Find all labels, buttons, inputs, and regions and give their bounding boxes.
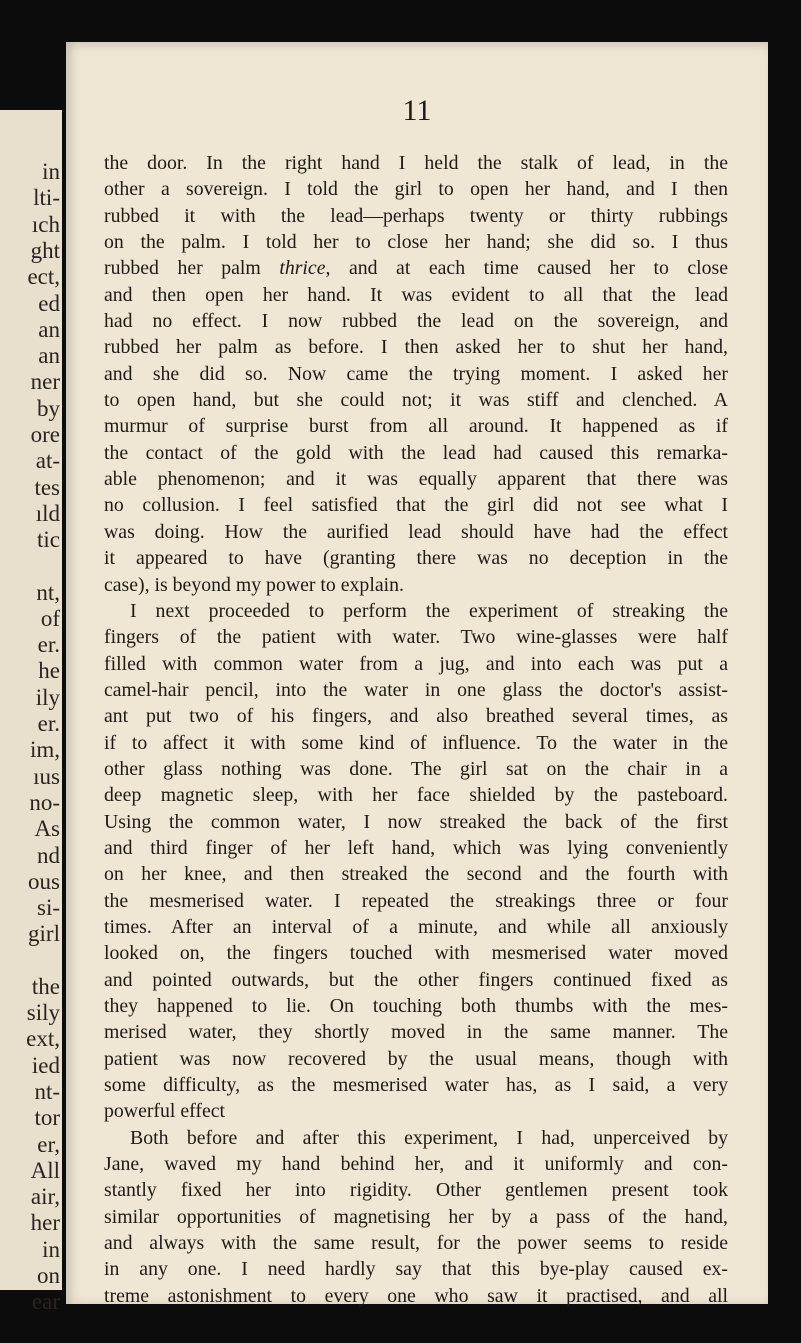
facing-page-fragment: tic: [37, 527, 60, 553]
book-page: [66, 42, 768, 1307]
facing-page-fragment: an: [38, 316, 60, 342]
facing-page-fragment: lti-: [33, 185, 60, 211]
text-line: merised water, they shortly moved in the same manner. The: [104, 1021, 728, 1044]
text-line: and then open her hand. It was evident to all that the lead: [104, 283, 728, 306]
text-line: stantly fixed her into rigidity. Other gentlemen present took: [104, 1179, 728, 1202]
text-line: the door. In the right hand I held the stalk of lead, in the: [104, 152, 728, 174]
text-line: similar opportunities of magnetising her by a pass of the hand,: [104, 1205, 728, 1228]
text-line: and always with the same result, for the power seems to reside: [104, 1232, 728, 1255]
facing-page-fragment: er.: [37, 632, 60, 658]
facing-page-fragment: ght: [30, 237, 60, 263]
facing-page-fragment: ıld: [35, 500, 60, 526]
text-line: the contact of the gold with the lead had caused this remarka-: [104, 441, 728, 464]
text-line: deep magnetic sleep, with her face shielded by the pasteboard.: [104, 784, 728, 807]
text-line: case), is beyond my power to explain.: [104, 573, 404, 596]
facing-page-fragment: nt-: [34, 1078, 60, 1104]
text-line: on her knee, and then streaked the second and the fourth with: [104, 863, 728, 886]
text-line: camel-hair pencil, into the water in one glass the doctor's assist-: [104, 678, 728, 701]
facing-page-fragment: ect,: [27, 264, 60, 290]
facing-page-fragment: air,: [30, 1184, 60, 1210]
facing-page-fragment: no-: [29, 789, 60, 815]
text-line: treme astonishment to every one who saw it practised, and all: [104, 1284, 728, 1307]
facing-page-edge: [0, 110, 62, 1315]
facing-page-fragment: ear: [31, 1289, 60, 1315]
facing-page-fragment: by: [37, 395, 60, 421]
page-number: 11: [402, 94, 432, 127]
facing-page-fragment: ous: [28, 868, 60, 894]
text-line: no collusion. I feel satisfied that the girl did not see what I: [104, 494, 728, 517]
facing-page-fragment: sily: [26, 1000, 60, 1025]
facing-page-fragment: ner: [30, 369, 60, 395]
facing-page-fragment: nd: [37, 842, 60, 868]
text-line: to open hand, but she could not; it was stiff and clenched. A: [104, 389, 728, 412]
facing-page-fragment: of: [40, 605, 60, 631]
text-line: the mesmerised water. I repeated the streakings three or four: [104, 889, 728, 912]
facing-page-fragment: on: [37, 1263, 60, 1288]
text-line: other a sovereign. I told the girl to open her hand, and I then: [104, 178, 728, 201]
body-text: [104, 150, 728, 1309]
facing-page-fragment: As: [34, 816, 60, 842]
facing-page-fragment: girl: [28, 921, 60, 947]
facing-page-fragment: ıus: [33, 763, 60, 789]
facing-page-fragment: ext,: [26, 1026, 60, 1052]
text-line: they happened to lie. On touching both thumbs with the mes-: [104, 995, 728, 1017]
text-line: it appeared to have (granting there was no deception in the: [104, 547, 728, 570]
text-line: if to affect it with some kind of influence. To the water in the: [104, 731, 728, 754]
text-line: was doing. How the aurified lead should have had the effect: [104, 520, 728, 543]
text-line: in any one. I need hardly say that this bye-play caused ex-: [104, 1258, 728, 1281]
text-line: patient was now recovered by the usual means, though with: [104, 1047, 728, 1070]
text-line: and she did so. Now came the trying moment. I asked her: [104, 362, 728, 385]
text-line: fingers of the patient with water. Two wine-glasses were half: [104, 626, 728, 649]
text-line: ant put two of his fingers, and also breathed several times, as: [104, 705, 728, 728]
text-line: Jane, waved my hand behind her, and it uniformly and con-: [104, 1153, 728, 1176]
text-line: murmur of surprise burst from all around. It happened as if: [104, 415, 728, 438]
text-line: rubbed it with the lead—perhaps twenty or thirty rubbings: [104, 204, 728, 227]
facing-page-fragment: nt,: [36, 579, 60, 605]
facing-page-fragment: an: [38, 343, 60, 369]
text-line: had no effect. I now rubbed the lead on the sovereign, and: [104, 310, 728, 333]
text-line: rubbed her palm as before. I then asked her to shut her hand,: [104, 336, 728, 359]
text-line: I next proceeded to perform the experiment of streaking the: [130, 599, 728, 622]
emphasis: thrice: [279, 257, 326, 280]
text-line: other glass nothing was done. The girl sat on the chair in a: [104, 757, 728, 780]
text-line: powerful effect: [104, 1100, 226, 1123]
facing-page-fragment: im,: [29, 737, 60, 763]
facing-page-fragment: ed: [38, 290, 60, 316]
text-line: rubbed her palm thrice, and at each time caused her to close: [104, 257, 729, 280]
text-line: some difficulty, as the mesmerised water has, as I said, a very: [104, 1074, 728, 1097]
facing-page-fragment: in: [42, 1236, 60, 1262]
text-line: looked on, the fingers touched with mesmerised water moved: [104, 942, 728, 965]
text-line: times. After an interval of a minute, and while all anxiously: [104, 915, 728, 938]
facing-page-fragment: he: [38, 658, 60, 684]
text-line: Both before and after this experiment, I had, unperceived by: [130, 1126, 728, 1149]
text-line: and pointed outwards, but the other fingers continued fixed as: [104, 968, 728, 991]
facing-page-fragment: tes: [34, 474, 60, 500]
facing-page-fragment: All: [30, 1157, 60, 1183]
facing-page-fragment: er.: [37, 711, 60, 736]
facing-page-fragment: tor: [34, 1105, 60, 1131]
text-line: able phenomenon; and it was equally apparent that there was: [104, 468, 728, 491]
text-line: filled with common water from a jug, and into each was put a: [104, 652, 728, 675]
facing-page-fragment: her: [30, 1210, 60, 1236]
facing-page-fragment: at-: [35, 448, 60, 474]
facing-page-fragment: si-: [37, 895, 60, 921]
text-line: and third finger of her left hand, which was lying conveniently: [104, 836, 728, 859]
facing-page-fragment: in: [42, 159, 60, 184]
facing-page-fragment: ore: [30, 422, 60, 447]
facing-page-fragment: ily: [35, 684, 60, 710]
facing-page-fragment: ied: [31, 1052, 60, 1078]
facing-page-fragment: ıch: [31, 211, 60, 237]
text-line: on the palm. I told her to close her hand; she did so. I thus: [104, 231, 728, 254]
text-line: Using the common water, I now streaked the back of the first: [104, 810, 728, 833]
facing-page-fragment: er,: [37, 1131, 60, 1157]
facing-page-fragment: the: [31, 973, 60, 999]
